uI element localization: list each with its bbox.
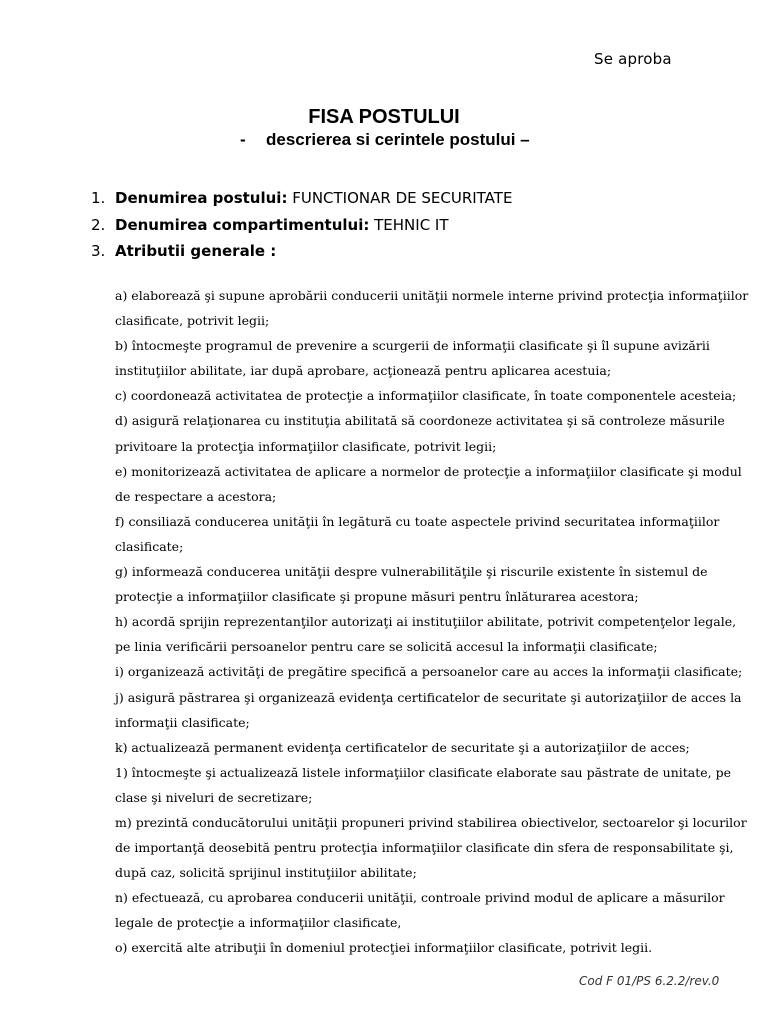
attribution-item: g) informează conducerea unităţii despre vulnerabilităţile şi riscurile existente în sistemul de protecţie a informaţiilor clasificate şi propune măsuri pentru înlăturarea acestora; (115, 564, 708, 605)
section-value: FUNCTIONAR DE SECURITATE (287, 189, 513, 207)
attribution-item: 1) întocmeşte şi actualizează listele informaţiilor clasificate elaborate sau păstrate de unitate, pe clase şi niveluri de secretizare; (115, 764, 732, 805)
attribution-item: d) asigură relaţionarea cu instituţia abilitată să coordoneze activitatea şi să controleze măsurile privitoare la protecţia informaţiilor clasificate, potrivit legii; (115, 413, 725, 454)
attribution-item: k) actualizează permanent evidenţa certificatelor de securitate şi a autorizaţiilor de acces; (115, 739, 690, 755)
attribution-item: j) asigură păstrarea şi organizează evidenţa certificatelor de securitate şi autorizaţiilor de acces la informaţii clasificate; (115, 689, 742, 730)
section-item (91, 240, 512, 267)
attribution-item: b) întocmeşte programul de prevenire a scurgerii de informaţii clasificate şi îl supune avizării instituţiilor abilitate, iar după aprobare, acţionează pentru aplicarea acestuia; (115, 338, 710, 379)
approval-note: Se aproba (594, 50, 672, 68)
section-label: Denumirea compartimentului: (115, 215, 370, 234)
document-title: FISA POSTULUI (308, 106, 460, 128)
section-number: 1. (91, 189, 106, 207)
section-number: 2. (91, 215, 106, 234)
section-label: Atributii generale : (115, 242, 277, 260)
attribution-item: e) monitorizează activitatea de aplicare a normelor de protecţie a informaţiilor clasificate şi modul de respectare a acestora; (115, 463, 742, 504)
attribution-item: i) organizează activităţi de pregătire specifică a persoanelor care au acces la informaţii clasificate; (115, 664, 743, 680)
attribution-item: n) efectuează, cu aprobarea conducerii unităţii, controale privind modul de aplicare a măsurilor legale de protecţie a informaţiilor clasificate, (115, 890, 725, 931)
attribution-item: h) acordă sprijin reprezentanţilor autorizaţi ai instituţiilor abilitate, potrivit competenţelor legale, pe linia verificării persoanelor pentru care se solicită accesul la informaţii clasificate; (115, 614, 737, 655)
subtitle-dash: - (240, 130, 246, 149)
section-number: 3. (91, 242, 106, 260)
document-code: Cod F 01/PS 6.2.2/rev.0 (579, 974, 720, 988)
section-item (91, 214, 512, 241)
section-item (91, 187, 512, 214)
document-subtitle (240, 130, 530, 150)
attribution-item: m) prezintă conducătorului unităţii propuneri privind stabilirea obiectivelor, sectoarelor şi locurilor de importanţă deosebită pentru protecţia informaţiilor clasificate din sfera de responsabilitate şi, după caz, solicită sprijinul instituţiilor abilitate; (115, 814, 747, 881)
section-value: TEHNIC IT (369, 215, 449, 234)
section-label: Denumirea postului: (115, 189, 288, 207)
attribution-item: o) exercită alte atribuţii în domeniul protecţiei informaţiilor clasificate, potrivit legii. (115, 940, 653, 956)
attribution-item: c) coordonează activitatea de protecţie a informaţiilor clasificate, în toate componentele acesteia; (115, 388, 737, 404)
attributions-list (115, 283, 755, 961)
section-list (91, 187, 512, 267)
subtitle-text: descrierea si cerintele postului – (266, 130, 530, 149)
attribution-item: a) elaborează şi supune aprobării conducerii unităţii normele interne privind protecţia informaţiilor clasificate, potrivit legii; (115, 288, 749, 329)
attribution-item: f) consiliază conducerea unităţii în legătură cu toate aspectele privind securitatea informaţiilor clasificate; (115, 513, 720, 554)
